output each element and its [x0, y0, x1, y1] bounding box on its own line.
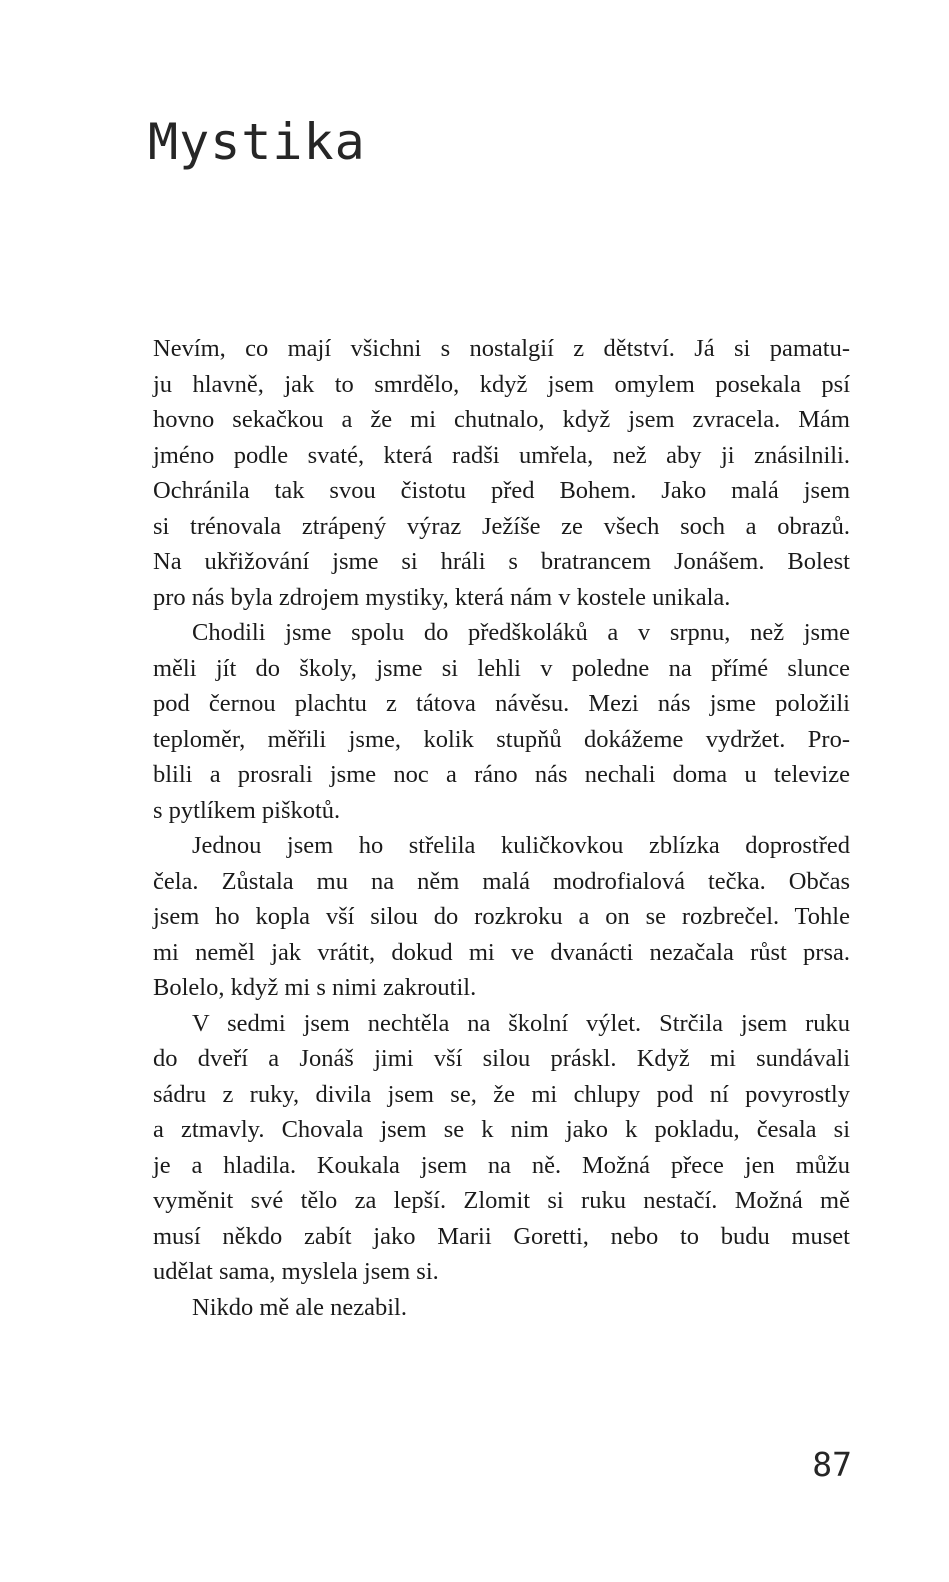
text-line: pro nás byla zdrojem mystiky, která nám v kostele unikala. [153, 583, 731, 611]
text-line: Ochránila tak svou čistotu před Bohem. Jako malá jsem [153, 477, 850, 504]
text-line: měli jít do školy, jsme si lehli v poledne na přímé slunce [153, 654, 850, 682]
text-line: s pytlíkem piškotů. [153, 796, 341, 824]
text-line: musí někdo zabít jako Marii Goretti, nebo to budu muset [153, 1222, 850, 1250]
text-line: do dveří a Jonáš jimi vší silou práskl. Když mi sundávali [153, 1045, 850, 1072]
text-line: jméno podle svaté, která radši umřela, než aby ji znásilnili. [153, 441, 850, 469]
text-line: je a hladila. Koukala jsem na ně. Možná přece jen můžu [153, 1151, 850, 1179]
text-line: V sedmi jsem nechtěla na školní výlet. Strčila jsem ruku [192, 1009, 850, 1037]
text-line: Bolelo, když mi s nimi zakroutil. [153, 974, 477, 1001]
text-line: a ztmavly. Chovala jsem se k nim jako k pokladu, česala si [153, 1116, 850, 1143]
text-line: ju hlavně, jak to smrdělo, když jsem omylem posekala psí [153, 370, 850, 398]
text-line: sádru z ruky, divila jsem se, že mi chlupy pod ní povyrostly [153, 1080, 850, 1108]
text-line: Jednou jsem ho střelila kuličkovkou zblízka doprostřed [192, 832, 850, 859]
text-line: Nevím, co mají všichni s nostalgií z dětství. Já si pamatu- [153, 335, 850, 362]
text-line: Na ukřižování jsme si hráli s bratrancem Jonášem. Bolest [153, 548, 850, 575]
text-line: pod černou plachtu z tátova návěsu. Mezi nás jsme položili [153, 690, 850, 717]
text-line: jsem ho kopla vší silou do rozkroku a on se rozbrečel. Tohle [153, 903, 850, 930]
body-text [153, 331, 850, 1325]
text-line: Nikdo mě ale nezabil. [192, 1293, 407, 1321]
text-line: si trénovala ztrápený výraz Ježíše ze všech soch a obrazů. [153, 512, 850, 540]
text-line: teploměr, měřili jsme, kolik stupňů dokážeme vydržet. Pro- [153, 725, 850, 753]
text-line: udělat sama, myslela jsem si. [153, 1258, 439, 1285]
text-line: vyměnit své tělo za lepší. Zlomit si ruku nestačí. Možná mě [153, 1187, 850, 1214]
text-line: mi neměl jak vrátit, dokud mi ve dvanácti nezačala růst prsa. [153, 938, 850, 966]
text-line: hovno sekačkou a že mi chutnalo, když jsem zvracela. Mám [153, 406, 850, 433]
text-line: blili a prosrali jsme noc a ráno nás nechali doma u televize [153, 761, 850, 788]
chapter-title: Mystika [148, 113, 366, 171]
text-line: Chodili jsme spolu do předškoláků a v srpnu, než jsme [192, 619, 850, 646]
text-line: čela. Zůstala mu na něm malá modrofialová tečka. Občas [153, 867, 850, 895]
page-number: 87 [812, 1445, 852, 1484]
